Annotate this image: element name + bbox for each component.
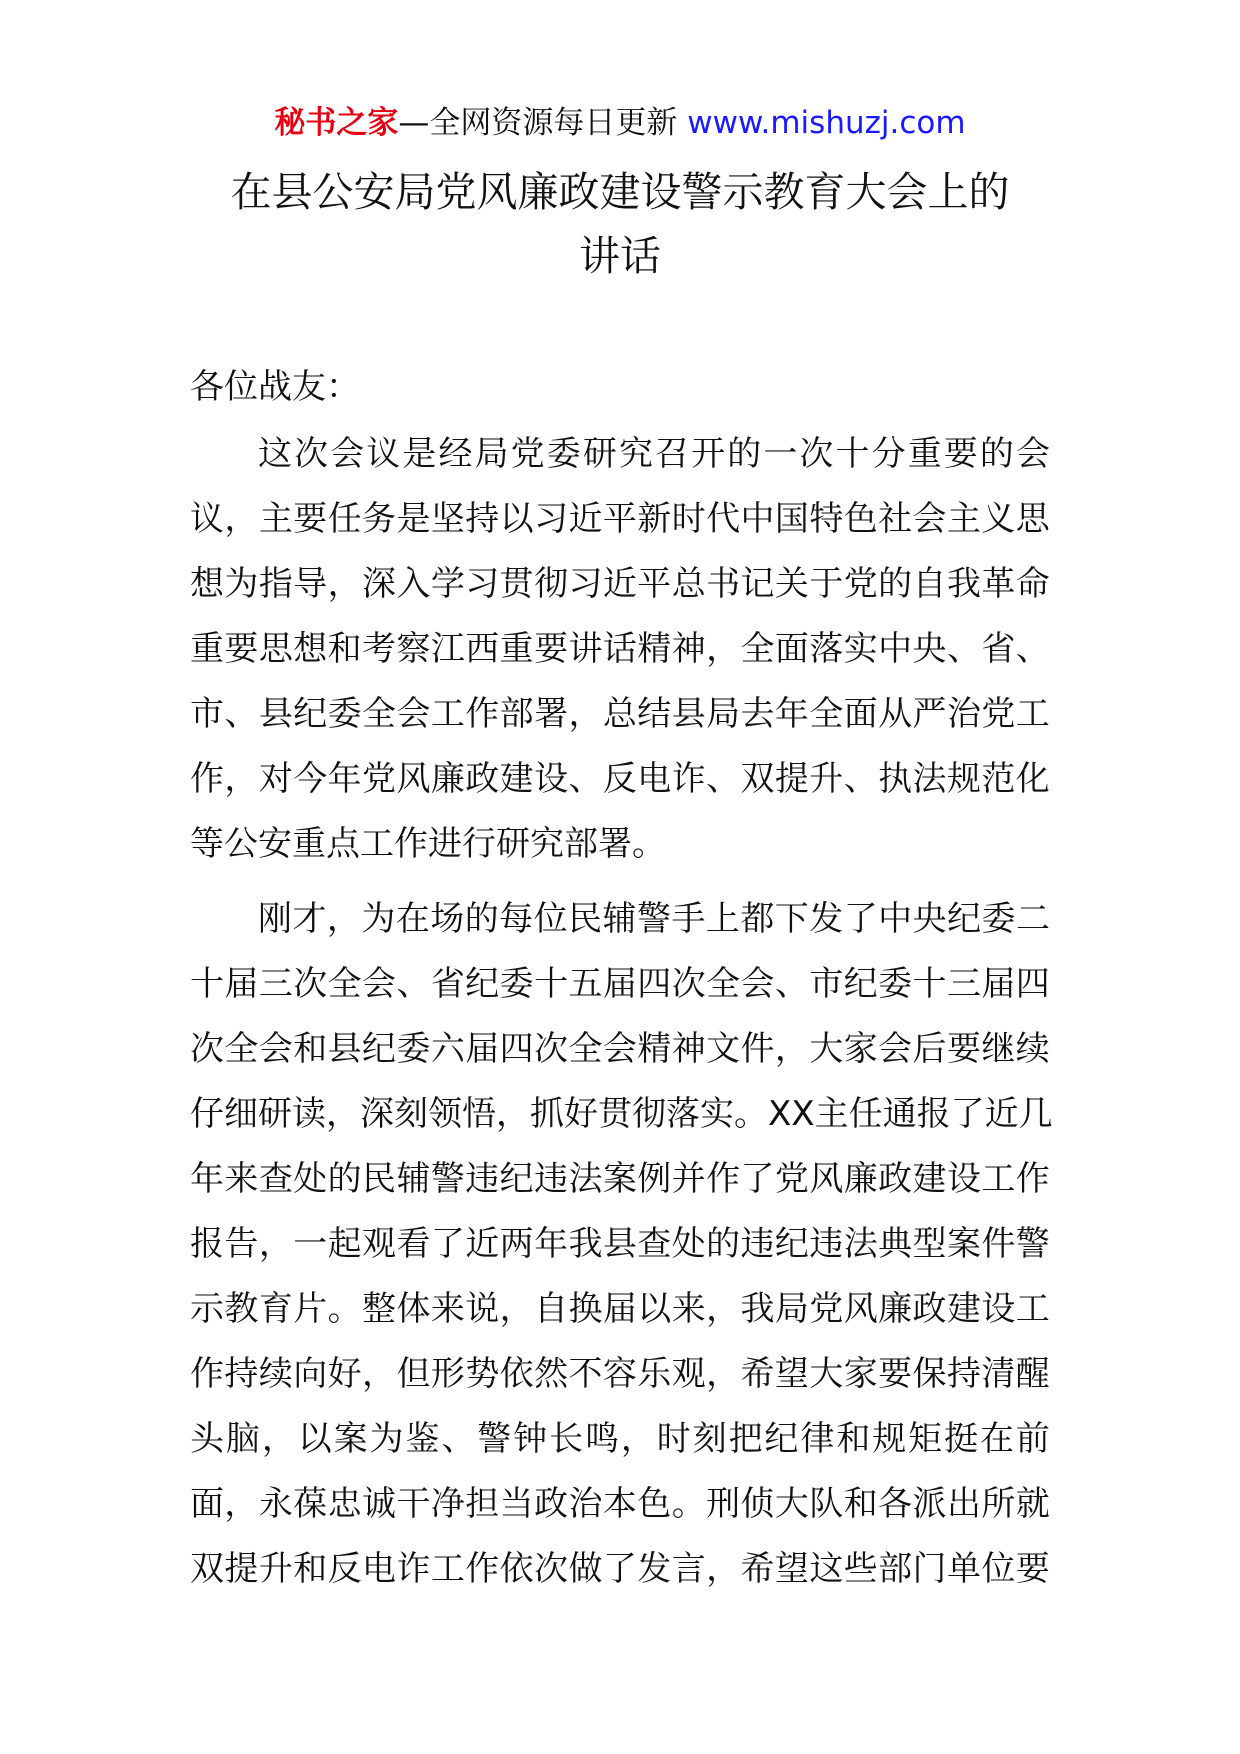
brand-name: 秘书之家 xyxy=(274,105,399,141)
header-tagline: —全网资源每日更新 xyxy=(398,105,688,141)
text-line: 双 提 升 和 反 电 诈 工 作 依 次 做 了 发 言 ， 希 望 这 些 部 门 单 位 要 xyxy=(190,1549,1050,1589)
text-line: 作 持 续 向 好 ， 但 形 势 依 然 不 容 乐 观 ， 希 望 大 家 要 保 持 清 醒 xyxy=(190,1354,1050,1394)
body-paragraph xyxy=(190,887,1053,1602)
site-header xyxy=(0,98,1240,148)
document-body xyxy=(190,422,1053,1602)
text-line: 报 告 ， 一 起 观 看 了 近 两 年 我 县 查 处 的 违 纪 违 法 典 型 案 件 警 xyxy=(190,1224,1050,1264)
paragraph-gap xyxy=(190,877,1050,887)
text-line: 重 要 思 想 和 考 察 江 西 重 要 讲 话 精 神 ， 全 面 落 实 中 央 、 省 、 xyxy=(190,629,1050,669)
site-url-link[interactable]: www.mishuzj.com xyxy=(687,105,966,141)
salutation: 各位战友： xyxy=(190,367,360,407)
text-line: 刚 才 ， 为 在 场 的 每 位 民 辅 警 手 上 都 下 发 了 中 央 纪 委 二 xyxy=(258,899,1050,939)
text-line: 面 ， 永 葆 忠 诚 干 净 担 当 政 治 本 色 。 刑 侦 大 队 和 各 派 出 所 就 xyxy=(190,1484,1050,1524)
text-line: 议 ， 主 要 任 务 是 坚 持 以 习 近 平 新 时 代 中 国 特 色 社 会 主 义 思 xyxy=(190,499,1050,539)
text-line: 十 届 三 次 全 会 、 省 纪 委 十 五 届 四 次 全 会 、 市 纪 委 十 三 届 四 xyxy=(190,964,1050,1004)
text-line: 等公安重点工作进行研究部署。 xyxy=(190,824,666,864)
text-line: 市 、 县 纪 委 全 会 工 作 部 署 ， 总 结 县 局 去 年 全 面 从 严 治 党 工 xyxy=(190,694,1050,734)
text-line: 年 来 查 处 的 民 辅 警 违 纪 违 法 案 例 并 作 了 党 风 廉 政 建 设 工 作 xyxy=(190,1159,1050,1199)
text-line: 这 次 会 议 是 经 局 党 委 研 究 召 开 的 一 次 十 分 重 要 的 会 xyxy=(258,434,1050,474)
text-line: 作 ， 对 今 年 党 风 廉 政 建 设 、 反 电 诈 、 双 提 升 、 执 法 规 范 化 xyxy=(190,759,1050,799)
title-line-1: 在县公安局党风廉政建设警示教育大会上的 xyxy=(230,168,1010,216)
title-line-2: 讲话 xyxy=(579,232,661,280)
text-line: 示 教 育 片 。 整 体 来 说 ， 自 换 届 以 来 ， 我 局 党 风 廉 政 建 设 工 xyxy=(190,1289,1050,1329)
text-line: 次 全 会 和 县 纪 委 六 届 四 次 全 会 精 神 文 件 ， 大 家 会 后 要 继 续 xyxy=(190,1029,1050,1069)
text-line: 想 为 指 导 ， 深 入 学 习 贯 彻 习 近 平 总 书 记 关 于 党 的 自 我 革 命 xyxy=(190,564,1050,604)
document-title xyxy=(190,160,1050,288)
text-line: 头 脑 ， 以 案 为 鉴 、 警 钟 长 鸣 ， 时 刻 把 纪 律 和 规 矩 挺 在 前 xyxy=(190,1419,1050,1459)
text-line: 仔 细 研 读 ， 深 刻 领 悟 ， 抓 好 贯 彻 落 实 。 X X 主 任 通 报 了 近 几 xyxy=(190,1094,1053,1134)
body-paragraph xyxy=(190,422,1050,877)
